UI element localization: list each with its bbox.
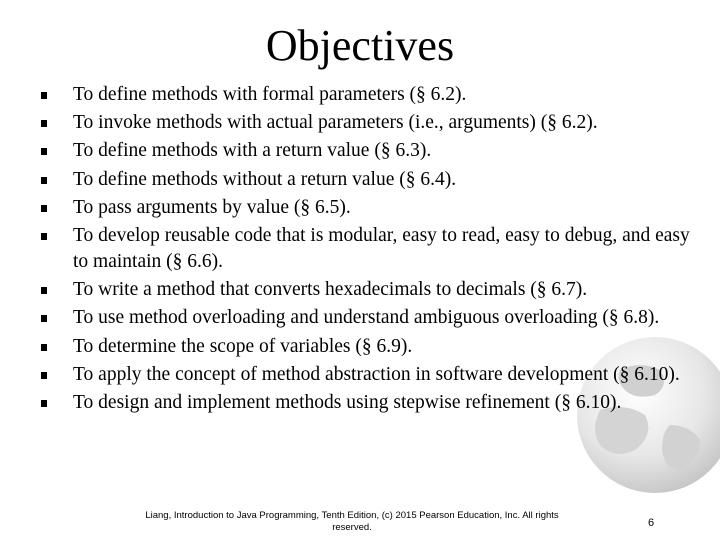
- list-item: [41, 362, 701, 388]
- list-item: [41, 223, 701, 275]
- list-item-text: To apply the concept of method abstraction in software development (§ 6.10).: [73, 363, 680, 385]
- slide-title: Objectives: [265, 21, 455, 70]
- list-item: [41, 195, 701, 221]
- list-item: [41, 138, 701, 164]
- square-bullet-icon: [41, 287, 47, 294]
- list-item-text: To define methods with formal parameters (§ 6.2).: [73, 84, 467, 105]
- page-number: 6: [648, 517, 655, 529]
- list-item: [41, 305, 701, 331]
- square-bullet-icon: [41, 92, 47, 99]
- square-bullet-icon: [41, 315, 47, 322]
- list-item-text: To use method overloading and understand ambiguous overloading (§ 6.8).: [73, 307, 660, 329]
- list-item-text: To write a method that converts hexadecimals to decimals (§ 6.7).: [73, 279, 588, 301]
- footer-copyright: Liang, Introduction to Java Programming, Tenth Edition, (c) 2015 Pearson Education, Inc. All rights reserved.: [145, 510, 559, 533]
- list-item-text: To define methods without a return value (§ 6.4).: [73, 168, 457, 190]
- list-item-text: To determine the scope of variables (§ 6.9).: [73, 335, 413, 357]
- list-item-text: To develop reusable code that is modular, easy to read, easy to debug, and easy to maintain (§ 6.6).: [73, 224, 690, 272]
- square-bullet-icon: [41, 344, 47, 351]
- square-bullet-icon: [41, 233, 47, 240]
- list-item: [41, 390, 701, 416]
- square-bullet-icon: [41, 372, 47, 379]
- list-item: [41, 110, 701, 136]
- square-bullet-icon: [41, 120, 47, 127]
- list-item: [41, 334, 701, 360]
- square-bullet-icon: [41, 148, 47, 155]
- square-bullet-icon: [41, 177, 47, 184]
- objectives-list: [41, 82, 701, 418]
- square-bullet-icon: [41, 205, 47, 212]
- list-item-text: To pass arguments by value (§ 6.5).: [73, 196, 351, 218]
- list-item-text: To design and implement methods using stepwise refinement (§ 6.10).: [73, 391, 622, 413]
- list-item: [41, 167, 701, 193]
- list-item: [41, 277, 701, 303]
- list-item-text: To define methods with a return value (§ 6.3).: [73, 140, 432, 162]
- square-bullet-icon: [41, 400, 47, 407]
- list-item: [41, 82, 701, 108]
- list-item-text: To invoke methods with actual parameters (i.e., arguments) (§ 6.2).: [73, 112, 598, 134]
